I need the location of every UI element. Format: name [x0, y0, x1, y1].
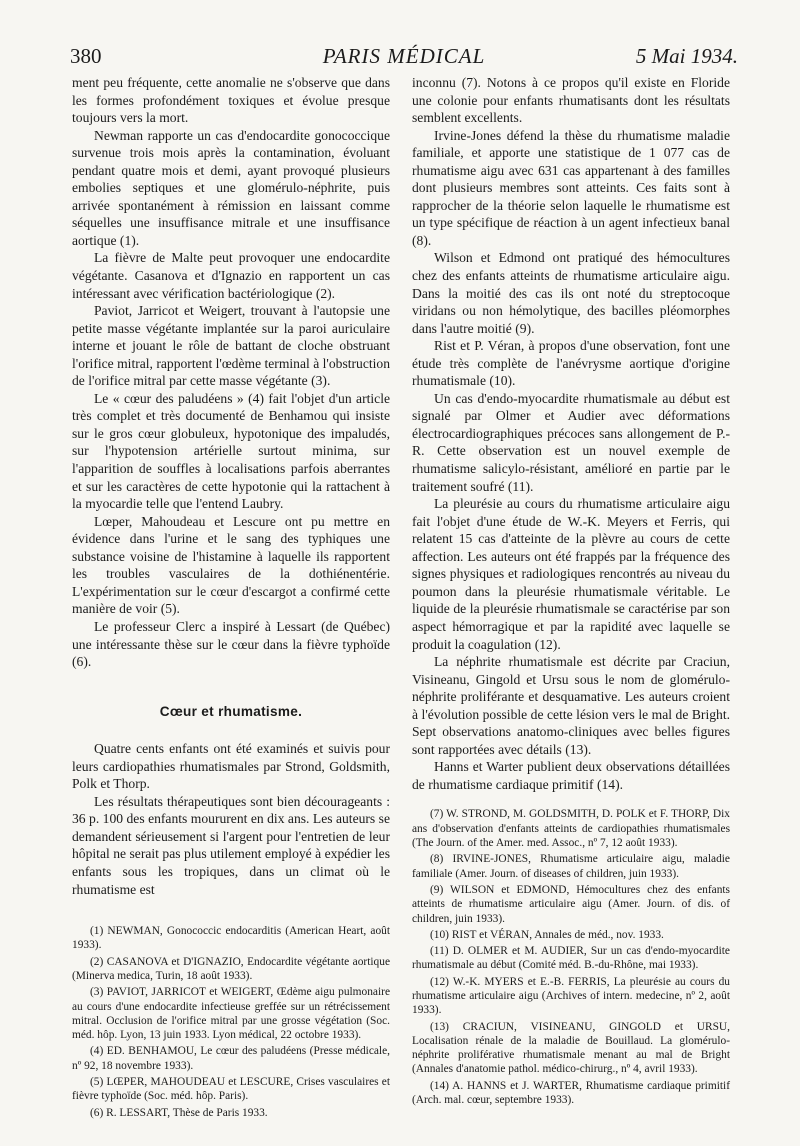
footnote: (3) PAVIOT, JARRICOT et WEIGERT, Œdème aigu pulmonaire au cours d'une endocardite infectieuse greffée sur un rétrécissement mitral. Occlusion de l'orifice mitral par une grosse végétation (Soc. méd. hôp. Lyon, 13 juin 1933. Lyon médical, 22 octobre 1933).: [72, 986, 390, 1042]
section-heading: Cœur et rhumatisme.: [159, 703, 303, 719]
paragraph: Quatre cents enfants ont été examinés et suivis pour leurs cardiopathies rhumatismales par Strond, Goldsmith, Polk et Thorp.: [72, 741, 390, 792]
footnote: (5) LŒPER, MAHOUDEAU et LESCURE, Crises vasculaires et fièvre typhoïde (Soc. méd. hôp. Paris).: [72, 1076, 390, 1103]
paragraph: Rist et P. Véran, à propos d'une observation, font une étude très complète de l'anévrysme aortique d'origine rhumatismale (10).: [412, 338, 730, 389]
footnote: (7) W. STROND, M. GOLDSMITH, D. POLK et F. THORP, Dix ans d'observation d'enfants atteints de cardiopathies rhumatismales (The Journ. of the Amer. med. Assoc., nº 7, 12 août 1933).: [412, 808, 730, 850]
paragraph: Le professeur Clerc a inspiré à Lessart (de Québec) une intéressante thèse sur le cœur dans la fièvre typhoïde (6).: [72, 618, 390, 670]
paragraph: Paviot, Jarricot et Weigert, trouvant à l'autopsie une petite masse végétante implantée sur la paroi auriculaire interne et jouant le rôle de battant de cloche obstruant l'orifice mitral, rapportent l'œdème terminal à l'obstruction de l'orifice mitral par cette masse végétante (3).: [72, 303, 391, 389]
paragraph: inconnu (7). Notons à ce propos qu'il existe en Floride une colonie pour enfants rhumatisants dont les résultats semblent excellents.: [412, 75, 730, 126]
footnote: (9) WILSON et EDMOND, Hémocultures chez des enfants atteints de rhumatisme articulaire aigu (Amer. Journ. of dis. of children, juin 1933).: [412, 883, 730, 925]
footnotes: [412, 807, 730, 1107]
right-column: [412, 74, 730, 1109]
left-column: [72, 74, 390, 1122]
paragraph: Les résultats thérapeutiques sont bien décourageants : 36 p. 100 des enfants moururent en dix ans. Les auteurs se demandent sérieusement si l'argent pour l'entretien de leur hôpital ne serait pas plus utilement employé à expédier les enfants sous les tropiques, dans un climat où le rhumatisme est: [72, 793, 390, 897]
paragraph: La fièvre de Malte peut provoquer une endocardite végétante. Casanova et d'Ignazio en rapportent un cas intéressant avec vérification bactériologique (2).: [72, 250, 390, 301]
paragraph: La néphrite rhumatismale est décrite par Craciun, Visineanu, Gingold et Ursu sous le nom de glomérulo-néphrite proliférante et desquamative. Les auteurs croient à l'évolution possible de cette lésion vers le mal de Bright. Sept observations anatomo-cliniques avec belles figures sont rapportées avec détails (13).: [412, 654, 730, 757]
page-number: 380: [70, 44, 102, 68]
paragraph: La pleurésie au cours du rhumatisme articulaire aigu fait l'objet d'une étude de W.-K. Meyers et Ferris, qui relatent 15 cas d'atteinte de la plèvre au cours de cette affection. Les auteurs ont été frappés par la fréquence des signes physiques et radiologiques rencontrés au niveau du poumon dans la pleurésie rhumatismale véritable. Le liquide de la pleurésie rhumatismale se caractérise par son aspect hémorragique et par la rapidité avec laquelle se produit la coagulation (12).: [412, 496, 730, 652]
issue-date: 5 Mai 1934.: [635, 44, 738, 68]
footnote: (2) CASANOVA et D'IGNAZIO, Endocardite végétante aortique (Minerva medica, Turin, 18 août 1933).: [72, 955, 390, 982]
paragraph: Lœper, Mahoudeau et Lescure ont pu mettre en évidence dans l'urine et le sang des typhiques une substance voisine de l'histamine à laquelle ils rapportent les troubles vasculaires de la dothiénentérie. L'expérimentation sur le cœur d'escargot a confirmé cette manière de voir (5).: [72, 513, 390, 617]
paragraph: Irvine-Jones défend la thèse du rhumatisme maladie familiale, et apporte une statistique de 1 077 cas de rhumatisme aigu avec 631 cas appartenant à des familles dont plusieurs membres sont atteints. Ces faits sont à rapprocher de la théorie selon laquelle le rhumatisme est un type spécifique de réaction à un agent infectieux banal (8).: [412, 127, 730, 248]
footnote: (8) IRVINE-JONES, Rhumatisme articulaire aigu, maladie familiale (Amer. Journ. of diseases of children, juin 1933).: [412, 853, 730, 880]
paragraph: Wilson et Edmond ont pratiqué des hémocultures chez des enfants atteints de rhumatisme articulaire aigu. Dans la moitié des cas ils ont noté du streptocoque viridans ou non hémolytique, des bacilles pléomorphes dans l'autre moitié (9).: [412, 250, 730, 336]
footnotes: [72, 924, 390, 1120]
footnote: (4) ED. BENHAMOU, Le cœur des paludéens (Presse médicale, nº 92, 18 novembre 1933).: [72, 1045, 390, 1072]
journal-title: PARIS MÉDICAL: [322, 44, 486, 68]
footnote: (6) R. LESSART, Thèse de Paris 1933.: [90, 1106, 268, 1119]
footnote: (14) A. HANNS et J. WARTER, Rhumatisme cardiaque primitif (Arch. mal. cœur, septembre 1933).: [412, 1079, 730, 1107]
paragraph: Hanns et Warter publient deux observations détaillées de rhumatisme cardiaque primitif (14).: [412, 759, 730, 792]
footnote: (13) CRACIUN, VISINEANU, GINGOLD et URSU, Localisation rénale de la maladie de Bouillaud. La glomérulo-néphrite proliférative rhumatismale menant au mal de Bright (Annales d'anatomie pathol. médico-chirurg., nº 4, avril 1933).: [412, 1020, 730, 1076]
footnote: (1) NEWMAN, Gonococcic endocarditis (American Heart, août 1933).: [72, 925, 390, 952]
paragraph: Newman rapporte un cas d'endocardite gonococcique survenue trois mois après la contamination, évoluant pendant quatre mois et demi, ayant provoqué plusieurs embolies septiques et une glomérulo-néphrite, puis arrivée spontanément à rémission en laissant comme séquelles une insuffisance mitrale et une insuffisance aortique (1).: [72, 127, 390, 248]
footnote: (10) RIST et VÉRAN, Annales de méd., nov. 1933.: [430, 928, 664, 941]
paragraph: Un cas d'endo-myocardite rhumatismale au début est signalé par Olmer et Audier avec déformations électrocardiographiques précoces sans allongement de P.-R. Cette observation est un nouvel exemple de rhumatisme salicylo-résistant, amélioré en partie par le traitement soufré (11).: [412, 390, 730, 494]
paragraph: Le « cœur des paludéens » (4) fait l'objet d'un article très complet et très documenté de Benhamou qui insiste sur le gros cœur globuleux, hypotonique des impaludés, sur l'hypotension artérielle surtout minima, sur l'apparition de souffles à localisations parfois aberrantes et sur les caractères de cette hypotonie qui la rattachent à la myocardie telle que l'entend Laubry.: [72, 390, 390, 512]
paragraph: ment peu fréquente, cette anomalie ne s'observe que dans les formes profondément toxiques et évolue presque toujours vers la mort.: [72, 75, 390, 126]
footnote: (11) D. OLMER et M. AUDIER, Sur un cas d'endo-myocardite rhumatismale au début (Comité méd. B.-du-Rhône, mai 1933).: [412, 945, 730, 972]
footnote: (12) W.-K. MYERS et E.-B. FERRIS, La pleurésie au cours du rhumatisme articulaire aigu (Archives of intern. medecine, nº 2, août 1933).: [412, 975, 730, 1017]
page-header: [70, 44, 738, 72]
